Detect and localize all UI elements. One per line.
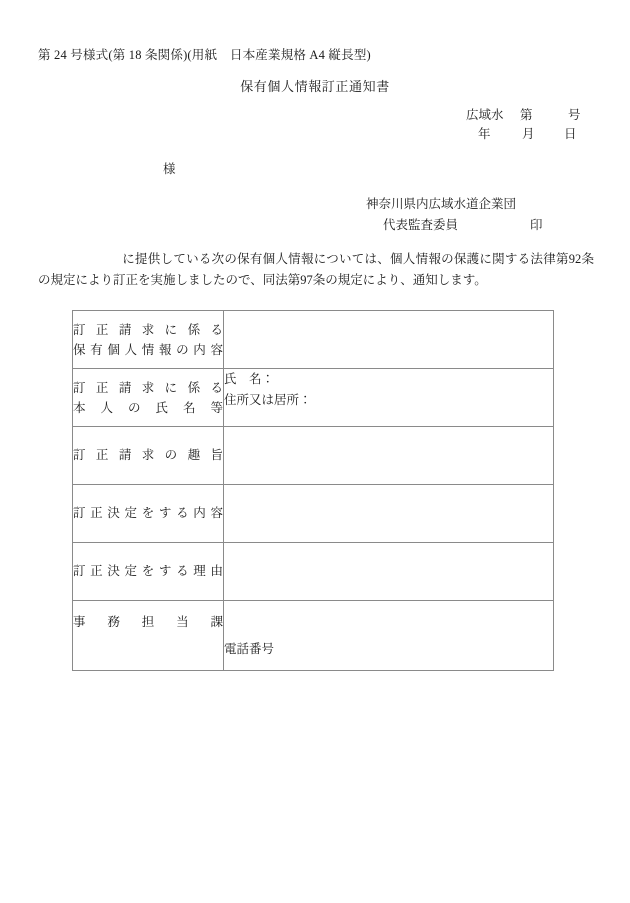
row-value-cell[interactable] bbox=[224, 427, 554, 485]
table-row bbox=[73, 543, 554, 601]
form-number-label: 第 24 号様式(第 18 条関係)(用紙 日本産業規格 A4 縦長型) bbox=[38, 48, 371, 62]
table-row bbox=[73, 369, 554, 427]
address-field-label: 住所又は居所： bbox=[224, 393, 312, 407]
phone-number-label: 電話番号 bbox=[224, 642, 275, 656]
issuer-code-label: 広域水 bbox=[466, 108, 504, 122]
row-label-line2: 保有個人情報の内容 bbox=[73, 342, 223, 357]
reference-date-line bbox=[466, 125, 588, 144]
year-label: 年 bbox=[478, 127, 491, 141]
row-label-cell bbox=[73, 543, 224, 601]
issuer-block bbox=[366, 194, 583, 236]
row-label-cell bbox=[73, 369, 224, 427]
addressee-honorific: 様 bbox=[163, 162, 176, 176]
table-row bbox=[73, 485, 554, 543]
body-line-1: に提供している次の保有個人情報については、個人情報の保護に関する法律第92条の規定 bbox=[38, 252, 594, 287]
row-label-line2: 本人の氏名等 bbox=[73, 400, 223, 415]
issuer-role: 代表監査委員 bbox=[383, 218, 459, 232]
body-paragraph bbox=[38, 249, 594, 291]
seal-marker: 印 bbox=[530, 218, 543, 232]
table-row bbox=[73, 311, 554, 369]
row-label-cell bbox=[73, 427, 224, 485]
row-value-cell[interactable] bbox=[224, 601, 554, 671]
row-label-line1: 事務担当課 bbox=[73, 615, 223, 629]
day-label: 日 bbox=[564, 127, 577, 141]
row-label-line1: 訂正請求の趣旨 bbox=[73, 448, 223, 462]
table-row bbox=[73, 427, 554, 485]
number-suffix-label: 号 bbox=[568, 108, 581, 122]
document-title: 保有個人情報訂正通知書 bbox=[240, 79, 390, 94]
table-row bbox=[73, 601, 554, 671]
row-label-cell bbox=[73, 601, 224, 671]
body-line-2: により訂正を実施しましたので、同法第97条の規定により、通知します。 bbox=[75, 273, 487, 287]
reference-number-line bbox=[466, 106, 588, 125]
issuer-organization: 神奈川県内広域水道企業団 bbox=[366, 197, 517, 211]
row-value-cell[interactable] bbox=[224, 311, 554, 369]
row-label-cell bbox=[73, 485, 224, 543]
reference-number-block bbox=[466, 106, 588, 144]
row-label-line1: 訂正請求に係る bbox=[73, 380, 223, 395]
row-label-line1: 訂正決定をする内容 bbox=[73, 506, 223, 520]
issuer-role-line bbox=[366, 215, 583, 236]
row-label-line1: 訂正請求に係る bbox=[73, 322, 223, 337]
row-label-cell bbox=[73, 311, 224, 369]
row-value-cell[interactable] bbox=[224, 543, 554, 601]
row-label-line1: 訂正決定をする理由 bbox=[73, 564, 223, 578]
row-value-cell[interactable] bbox=[224, 369, 554, 427]
month-label: 月 bbox=[522, 127, 535, 141]
notice-detail-table bbox=[72, 310, 554, 671]
name-field-label: 氏 名： bbox=[224, 372, 275, 386]
row-value-cell[interactable] bbox=[224, 485, 554, 543]
number-prefix-label: 第 bbox=[520, 108, 533, 122]
